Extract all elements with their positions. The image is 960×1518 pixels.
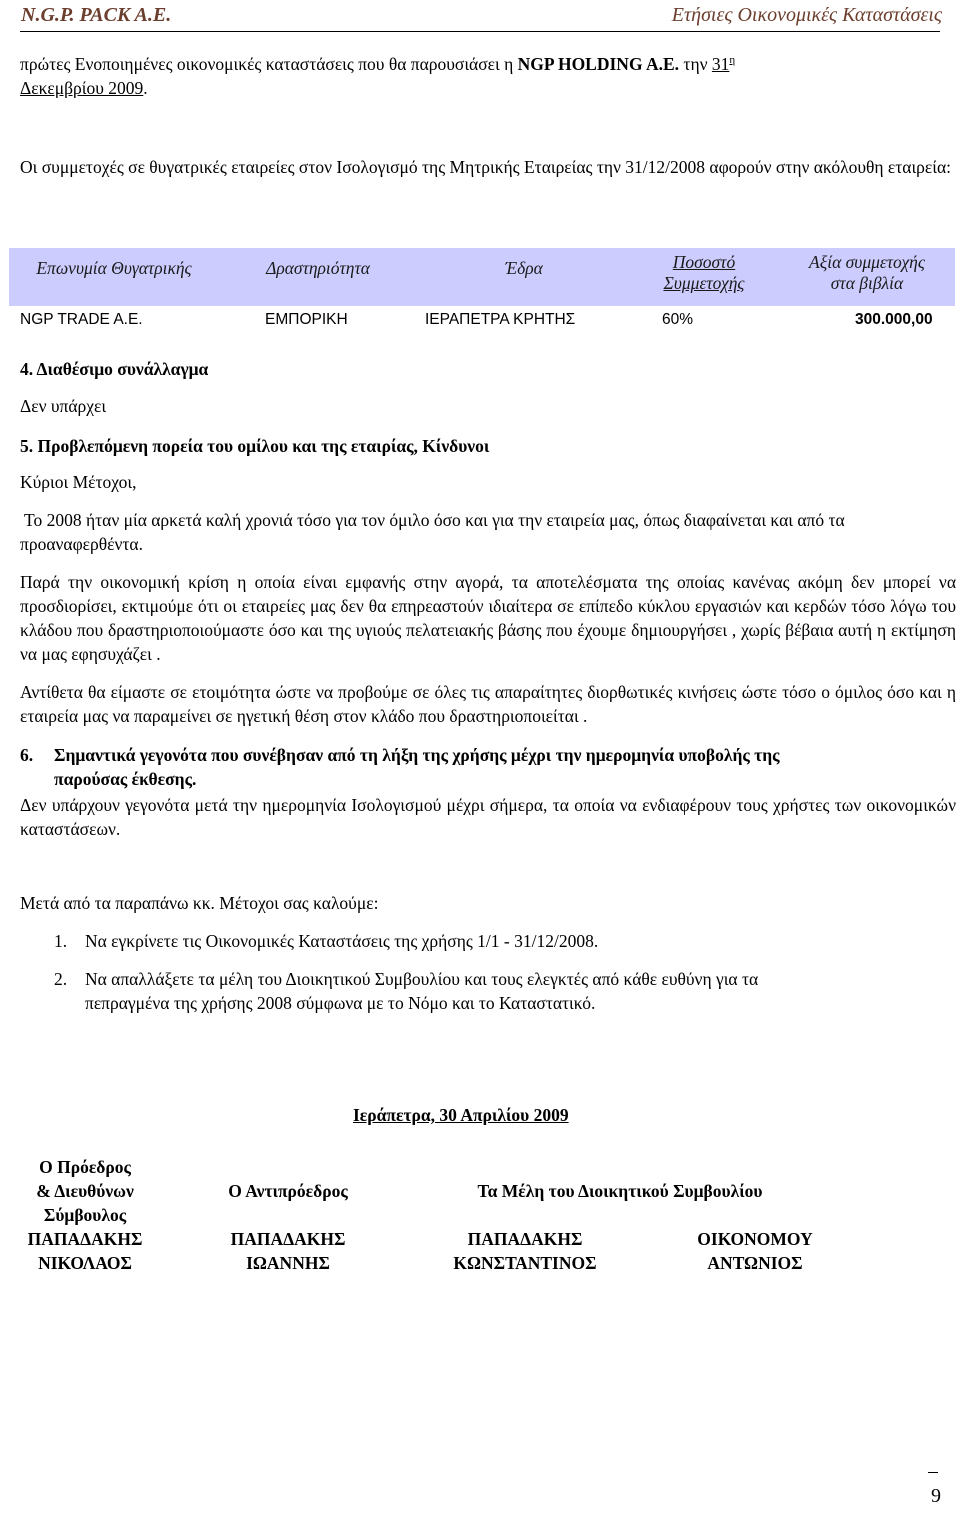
intro-period: .	[143, 78, 148, 98]
paragraph-3: Αντίθετα θα είμαστε σε ετοιμότητα ώστε να προβούμε σε όλες τις απαραίτητες διορθωτικές κινήσεις ώστε τόσο ο όμιλος όσο και η εταιρεία μας να παραμείνει σε ηγετική θέση στον κλάδο που δραστηριοποιείται .	[20, 682, 956, 726]
section6-title	[54, 743, 956, 791]
signature-member-1	[425, 1227, 625, 1275]
intro-paragraph	[20, 52, 956, 100]
signature-president	[10, 1155, 160, 1275]
proposal-1-number: 1.	[54, 931, 68, 951]
member1-surname: ΠΑΠΑΔΑΚΗΣ	[467, 1229, 583, 1249]
president-title-3: Σύμβουλος	[43, 1205, 127, 1225]
president-title-1: Ο Πρόεδρος	[39, 1157, 131, 1177]
th-percent	[649, 252, 759, 294]
proposal-2-number: 2.	[54, 969, 68, 989]
intro-company: NGP HOLDING A.E.	[517, 54, 680, 74]
header-rule	[20, 31, 940, 32]
president-surname: ΠΑΠΑΔΑΚΗΣ	[27, 1229, 143, 1249]
section6-number: 6.	[20, 745, 34, 765]
proposal-2-text	[85, 967, 956, 1015]
table-cell-name: NGP TRADE A.E.	[20, 311, 143, 328]
th-value	[787, 252, 947, 294]
section5-title: 5. Προβλεπόμενη πορεία του ομίλου και της εταιρίας, Κίνδυνοι	[20, 436, 490, 456]
page-number: 9	[931, 1485, 941, 1507]
signature-spacer	[198, 1203, 378, 1227]
paragraph-2: Παρά την οικονομική κρίση η οποία είναι εμφανής στην αγορά, τα αποτελέσματα της οποίας κανένας ακόμη δεν μπορεί να προσδιορίσει, εκτιμούμε ότι οι εταιρείες μας δεν θα επηρεαστούν ιδιαίτερα σε επίπεδο κύκλου εργασιών και κερδών τόσο λόγω του κλάδου που δραστηριοποιούμαστε όσο και της υγιούς πελατειακής βάσης που έχουμε δημιουργήσει , χωρίς βέβαια αυτή η εκτίμηση να μας εφησυχάζει .	[20, 572, 956, 664]
table-cell-value: 300.000,00	[855, 311, 933, 328]
header-company: N.G.P. PACK A.E.	[21, 4, 172, 26]
signature-vice	[198, 1179, 378, 1275]
th-seat: Έδρα	[505, 258, 543, 278]
president-title-2: & Διευθύνων	[36, 1181, 134, 1201]
vice-title: Ο Αντιπρόεδρος	[228, 1181, 348, 1201]
salutation: Κύριοι Μέτοχοι,	[20, 472, 137, 492]
vice-surname: ΠΑΠΑΔΑΚΗΣ	[230, 1229, 346, 1249]
subsidiaries-intro: Οι συμμετοχές σε θυγατρικές εταιρείες στον Ισολογισμό της Μητρικής Εταιρείας την 31/12/2008 αφορούν στην ακόλουθη εταιρεία:	[20, 157, 952, 177]
header-document-title: Ετήσιες Οικονομικές Καταστάσεις	[671, 4, 942, 26]
th-percent-line1: Ποσοστό	[672, 252, 736, 272]
table-cell-seat: ΙΕΡΑΠΕΤΡΑ ΚΡΗΤΗΣ	[425, 311, 576, 328]
vice-firstname: ΙΩΑΝΝΗΣ	[246, 1253, 330, 1273]
th-percent-line2: Συμμετοχής	[663, 273, 745, 293]
section6-title-line2: παρούσας έκθεσης.	[54, 769, 197, 789]
page-number-rule	[928, 1472, 938, 1473]
intro-date-number: 31	[711, 54, 730, 74]
proposals-intro: Μετά από τα παραπάνω κκ. Μέτοχοι σας καλούμε:	[20, 893, 379, 913]
th-value-line2: στα βιβλία	[830, 273, 904, 293]
th-value-line1: Αξία συμμετοχής	[809, 252, 925, 272]
th-activity: Δραστηριότητα	[266, 258, 370, 278]
section4-title: 4. Διαθέσιμο συνάλλαγμα	[20, 359, 209, 379]
intro-date-month: Δεκεμβρίου 2009	[20, 78, 144, 98]
proposal-2-line1: Να απαλλάξετε τα μέλη του Διοικητικού Συμβουλίου και τους ελεγκτές από κάθε ευθύνη για τα	[85, 969, 759, 989]
table-header	[9, 248, 955, 306]
proposal-2-line2: πεπραγμένα της χρήσης 2008 σύμφωνα με το Νόμο και το Καταστατικό.	[85, 993, 596, 1013]
th-name: Επωνυμία Θυγατρικής	[36, 258, 192, 278]
place-date: Ιεράπετρα, 30 Απριλίου 2009	[353, 1105, 569, 1125]
member1-firstname: ΚΩΝΣΤΑΝΤΙΝΟΣ	[453, 1253, 597, 1273]
signature-members-title: Τα Μέλη του Διοικητικού Συμβουλίου	[477, 1181, 763, 1201]
section4-body: Δεν υπάρχει	[20, 396, 107, 416]
signature-member-2	[665, 1227, 845, 1275]
section6-title-line1: Σημαντικά γεγονότα που συνέβησαν από τη λήξη της χρήσης μέχρι την ημερομηνία υποβολής της	[54, 745, 780, 765]
proposal-1-text: Να εγκρίνετε τις Οικονομικές Καταστάσεις της χρήσης 1/1 - 31/12/2008.	[85, 931, 599, 951]
table-cell-percent: 60%	[662, 311, 694, 328]
intro-text: πρώτες Ενοποιημένες οικονομικές καταστάσεις που θα παρουσιάσει η	[20, 54, 518, 74]
member2-surname: ΟΙΚΟΝΟΜΟΥ	[697, 1229, 813, 1249]
member2-firstname: ΑΝΤΩΝΙΟΣ	[707, 1253, 803, 1273]
intro-date-sup: η	[729, 54, 736, 67]
president-firstname: ΝΙΚΟΛΑΟΣ	[38, 1253, 132, 1273]
intro-text-2: την	[679, 54, 712, 74]
section6-body: Δεν υπάρχουν γεγονότα μετά την ημερομηνία Ισολογισμού μέχρι σήμερα, τα οποία να ενδιαφέρουν τους χρήστες των οικονομικών καταστάσεων.	[20, 795, 956, 839]
paragraph-1: Το 2008 ήταν μία αρκετά καλή χρονιά τόσο για τον όμιλο όσο και για την εταιρεία μας, όπως διαφαίνεται και από τα προαναφερθέντα.	[20, 510, 845, 554]
table-cell-activity: ΕΜΠΟΡΙΚΗ	[265, 311, 348, 328]
